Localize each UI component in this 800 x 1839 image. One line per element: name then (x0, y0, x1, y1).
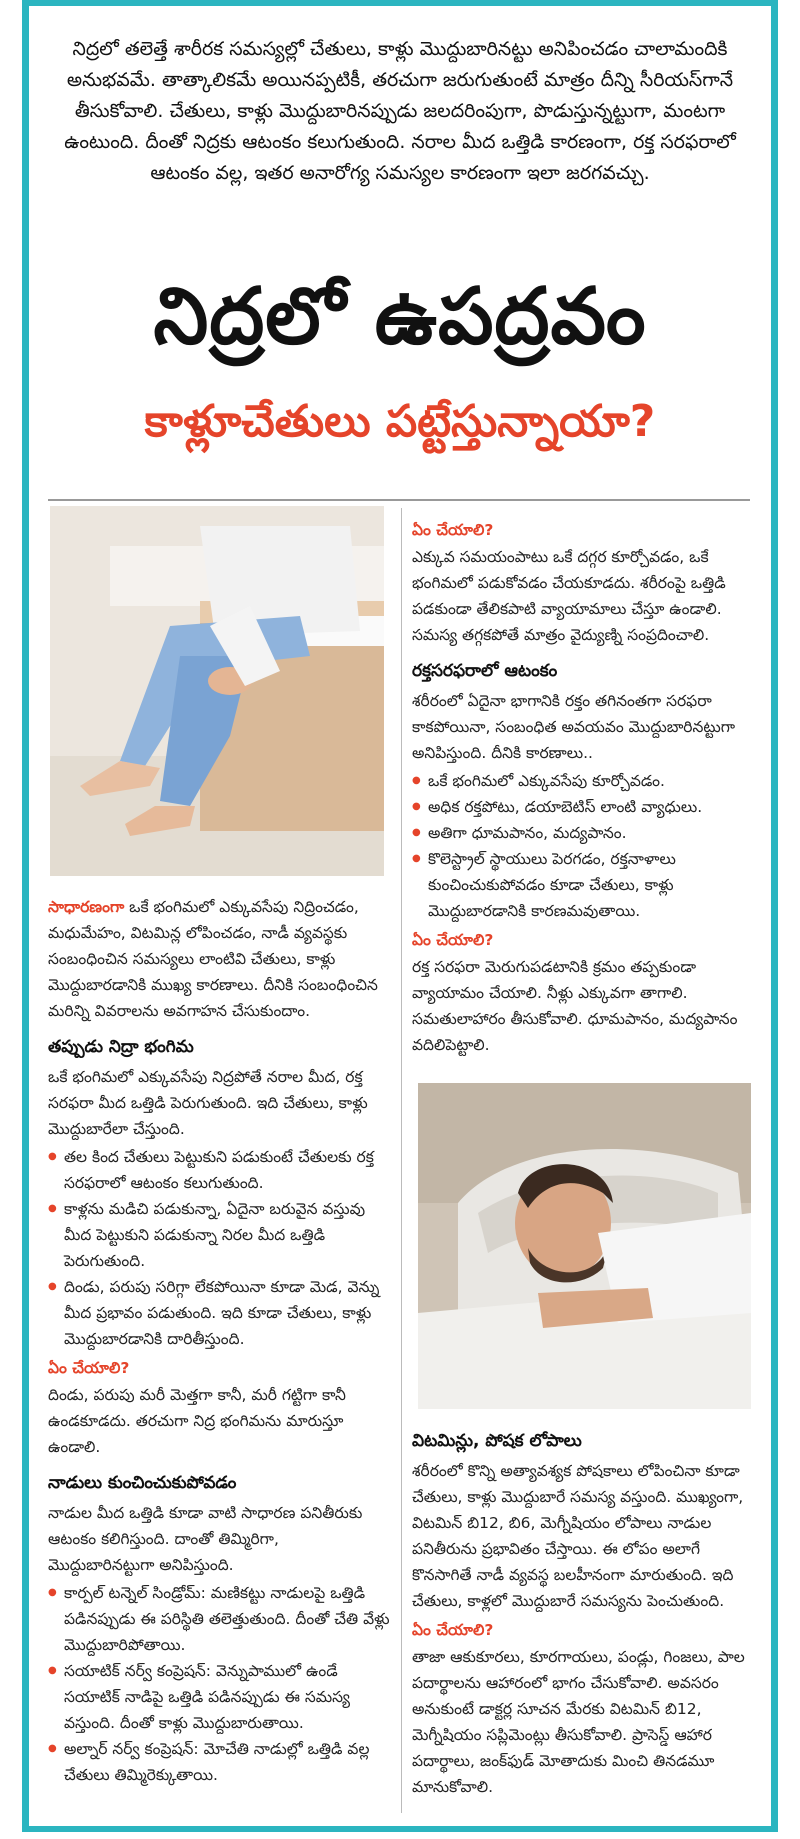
answer-text: దిండు, పరుపు మరీ మెత్తగా కానీ, మరీ గట్టిగా కానీ ఉండకూడదు. తరచుగా నిద్ర భంగిమను మారుస్తూ ఉండాలి. (48, 1386, 346, 1456)
section-text-blood-supply: శరీరంలో ఏదైనా భాగానికి రక్తం తగినంతగా సరఫరా కాకపోయినా, సంబంధిత అవయవం మొద్దుబారినట్టుగా అనిపిస్తుంది. దీనికి కారణాలు.. (412, 692, 735, 762)
article-subtitle: కాళ్లూచేతులు పట్టేస్తున్నాయా? (144, 396, 656, 447)
question-label: ఏం చేయాలి? (412, 521, 494, 539)
frame-bottom (22, 1826, 778, 1832)
list-item: ● ఒకే భంగిమలో ఎక్కువసేపు కూర్చోవడం. (412, 768, 752, 794)
right-column-top (412, 514, 752, 1060)
list-item: ● దిండు, పరుపు సరిగ్గా లేకపోయినా కూడా మెడ, వెన్ను మీద ప్రభావం పడుతుంది. ఇది కూడా చేతులు, కాళ్లు మొద్దుబారడానికి దారితీస్తుంది. (48, 1274, 390, 1352)
bullet-list-sleep-posture (48, 1144, 390, 1352)
list-item: ● అల్నార్ నర్వ్ కంప్రెషన్: మోచేతి నాడుల్లో ఒత్తిడి వల్ల చేతులు తిమ్మిరెక్కుతాయి. (48, 1736, 390, 1788)
question-label: ఏం చేయాలి? (48, 1359, 130, 1377)
answer-text: రక్త సరఫరా మెరుగుపడటానికి క్రమం తప్పకుండా వ్యాయామం చేయాలి. నీళ్లు ఎక్కువగా తాగాలి. సమతులాహారం తీసుకోవాలి. ధూమపానం, మద్యపానం వదిలిపెట్టాలి. (412, 958, 738, 1054)
answer-text: ఎక్కువ సమయంపాటు ఒకే దగ్గర కూర్చోవడం, ఒకే భంగిమలో పడుకోవడం చేయకూడదు. శరీరంపై ఒత్తిడి పడకుండా తేలికపాటి వ్యాయామాలు చేస్తూ ఉండాలి. సమస్య తగ్గకపోతే మాత్రం వైద్యుణ్ని సంప్రదించాలి. (412, 548, 726, 644)
frame-right (771, 0, 778, 1832)
list-item: ● కాళ్లను మడిచి పడుకున్నా, ఏదైనా బరువైన వస్తువు మీద పెట్టుకుని పడుకున్నా నిరల మీద ఒత్తిడి పెరుగుతుంది. (48, 1196, 390, 1274)
frame-left (22, 0, 29, 1832)
list-item: ● కార్పల్ టన్నెల్ సిండ్రోమ్: మణికట్టు నాడులపై ఒత్తిడి పడినప్పుడు ఈ పరిస్థితి తలెత్తుతుంది. దీంతో చేతి వేళ్లు మొద్దుబారిపోతాయి. (48, 1580, 390, 1658)
list-item: ● తల కింద చేతులు పెట్టుకుని పడుకుంటే చేతులకు రక్త సరఫరాలో ఆటంకం కలుగుతుంది. (48, 1144, 390, 1196)
bullet-list-nerve-compression (48, 1580, 390, 1788)
photo-man-sleeping (418, 1083, 751, 1409)
column-divider (401, 508, 402, 1813)
list-item: ● అతిగా ధూమపానం, మద్యపానం. (412, 820, 752, 846)
bullet-list-blood-supply (412, 768, 752, 924)
photo-leg-cramp (50, 506, 384, 876)
list-item: ● కొలెస్ట్రాల్ స్థాయులు పెరగడం, రక్తనాళాలు కుంచించుకుపోవడం కూడా చేతులు, కాళ్లు మొద్దుబారడానికి కారణమవుతాయి. (412, 846, 752, 924)
section-text-sleep-posture: ఒకే భంగిమలో ఎక్కువసేపు నిద్రపోతే నరాల మీద, రక్త సరఫరా మీద ఒత్తిడి పెరుగుతుంది. ఇది చేతులు, కాళ్లు మొద్దుబారేలా చేస్తుంది. (48, 1068, 368, 1138)
right-column-bottom (412, 1418, 752, 1802)
left-column (48, 894, 390, 1788)
lead-word: సాధారణంగా (48, 898, 125, 916)
lead-text: ఒకే భంగిమలో ఎక్కువసేపు నిద్రించడం, మధుమేహం, విటమిన్ల లోపించడం, నాడీ వ్యవస్థకు సంబంధించిన సమస్యలు లాంటివి చేతులు, కాళ్లు మొద్దుబారడానికి ముఖ్య కారణాలు. దీనికి సంబంధించిన మరిన్ని వివరాలను అవగాహన చేసుకుందాం. (48, 898, 378, 1020)
article-title: నిద్రలో ఉపద్రవం (153, 272, 647, 362)
section-heading-blood-supply: రక్తసరఫరాలో ఆటంకం (412, 661, 558, 681)
list-item: ● అధిక రక్తపోటు, డయాబెటిస్ లాంటి వ్యాధులు. (412, 794, 752, 820)
section-heading-vitamins: విటమిన్లు, పోషక లోపాలు (412, 1431, 582, 1451)
intro-paragraph: నిద్రలో తలెత్తే శారీరక సమస్యల్లో చేతులు, కాళ్లు మొద్దుబారినట్టు అనిపించడం చాలామందికి అనుభవమే. తాత్కాలికమే అయినప్పటికీ, తరచుగా జరుగుతుంటే మాత్రం దీన్ని సీరియస్‌గానే తీసుకోవాలి. చేతులు, కాళ్లు మొద్దుబారినప్పుడు జలదరింపుగా, పొడుస్తున్నట్టుగా, మంటగా ఉంటుంది. దీంతో నిద్రకు ఆటంకం కలుగుతుంది. నరాల మీద ఒత్తిడి కారణంగా, రక్త సరఫరాలో ఆటంకం వల్ల, ఇతర అనారోగ్య సమస్యల కారణంగా ఇలా జరగవచ్చు. (64, 38, 736, 184)
divider (48, 499, 750, 501)
section-heading-sleep-posture: తప్పుడు నిద్రా భంగిమ (48, 1037, 194, 1057)
answer-text: తాజా ఆకుకూరలు, కూరగాయలు, పండ్లు, గింజలు, పాల పదార్థాలను ఆహారంలో భాగం చేసుకోవాలి. అవసరం అనుకుంటే డాక్టర్ల సూచన మేరకు విటమిన్ బి12, మెగ్నీషియం సప్లిమెంట్లు తీసుకోవాలి. ప్రాసెస్డ్ ఆహార పదార్థాలు, జంక్‌ఫుడ్ మోతాదుకు మించి తినడమూ మానుకోవాలి. (412, 1648, 745, 1796)
question-label: ఏం చేయాలి? (412, 931, 494, 949)
section-text-vitamins: శరీరంలో కొన్ని అత్యావశ్యక పోషకాలు లోపించినా కూడా చేతులు, కాళ్లు మొద్దుబారే సమస్య వస్తుంది. ముఖ్యంగా, విటమిన్ బి12, బి6, మెగ్నీషియం లోపాలు నాడుల పనితీరును ప్రభావితం చేస్తాయి. ఈ లోపం అలాగే కొనసాగితే నాడీ వ్యవస్థ బలహీనంగా మారుతుంది. ఇది చేతులు, కాళ్లలో మొద్దుబారే సమస్యను పెంచుతుంది. (412, 1462, 744, 1610)
question-label: ఏం చేయాలి? (412, 1621, 494, 1639)
section-heading-nerve-compression: నాడులు కుంచించుకుపోవడం (48, 1473, 237, 1493)
list-item: ● సయాటిక్ నర్వ్ కంప్రెషన్: వెన్నుపాములో ఉండే సయాటిక్ నాడిపై ఒత్తిడి పడినప్పుడు ఈ సమస్య వస్తుంది. దీంతో కాళ్లు మొద్దుబారుతాయి. (48, 1658, 390, 1736)
section-text-nerve-compression: నాడుల మీద ఒత్తిడి కూడా వాటి సాధారణ పనితీరుకు ఆటంకం కలిగిస్తుంది. దాంతో తిమ్మిరిగా, మొద్దుబారినట్టుగా అనిపిస్తుంది. (48, 1504, 363, 1574)
frame-top (22, 0, 778, 6)
lead-paragraph (48, 894, 390, 1024)
